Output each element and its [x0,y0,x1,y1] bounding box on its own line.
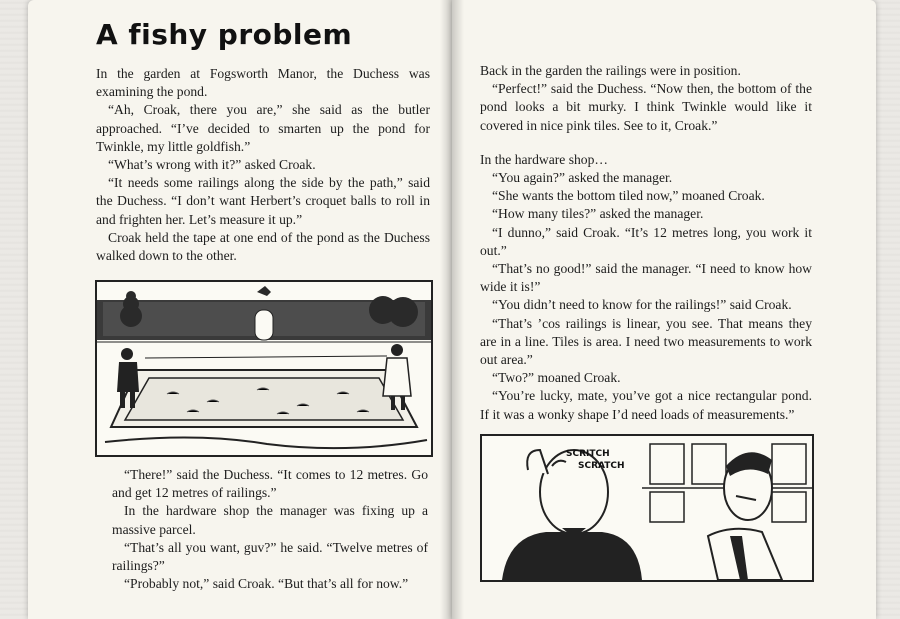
paragraph: “Perfect!” said the Duchess. “Now then, the bottom of the pond looks a bit murky. I think Twinkle would like it covered in nice pink tiles. See to it, Croak.” [480,81,812,133]
paragraph: “Ah, Croak, there you are,” she said as the butler approached. “I’ve decided to smarten up the pond for Twinkle, my little goldfish.” [96,102,430,154]
paragraph: “Two?” moaned Croak. [492,370,621,386]
paragraph: Back in the garden the railings were in position. [480,63,741,78]
paragraph: “You again?” asked the manager. [492,170,673,186]
right-text [480,62,812,424]
page-title: A fishy problem [96,18,353,51]
paragraph: “It needs some railings along the side by the path,” said the Duchess. “I don’t want Herbert’s croquet balls to roll in and frighten her. Let’s measure it up.” [96,175,430,227]
paragraph: In the garden at Fogsworth Manor, the Duchess was examining the pond. [96,66,430,100]
paragraph: “I dunno,” said Croak. “It’s 12 metres long, you work it out.” [480,224,812,258]
left-text-top [96,65,430,265]
left-text-bottom [112,466,428,593]
paragraph: “There!” said the Duchess. “It comes to 12 metres. Go and get 12 metres of railings.” [112,467,428,501]
paragraph: “She wants the bottom tiled now,” moaned Croak. [492,188,765,204]
paragraph: “You’re lucky, mate, you’ve got a nice rectangular pond. If it was a wonky shape I’d need loads of measurements.” [480,388,812,422]
paragraph: “How many tiles?” asked the manager. [492,206,704,222]
paragraph: In the hardware shop… [480,151,608,167]
paragraph: “That’s no good!” said the manager. “I need to know how wide it is!” [480,261,812,295]
paragraph: “That’s all you want, guv?” he said. “Twelve metres of railings?” [112,539,428,574]
paragraph: “You didn’t need to know for the railings!” said Croak. [492,297,792,313]
garden-pond-illustration [95,280,433,457]
paragraph: Croak held the tape at one end of the pond as the Duchess walked down to the other. [96,229,430,264]
sfx-scratch: SCRATCH [578,461,625,471]
paragraph: “What’s wrong with it?” asked Croak. [108,157,316,173]
hardware-shop-illustration [480,434,814,582]
paragraph: In the hardware shop the manager was fixing up a massive parcel. [112,503,428,537]
paragraph: “Probably not,” said Croak. “But that’s all for now.” [124,576,409,592]
paragraph: “That’s ’cos railings is linear, you see. That means they are in a line. Tiles is area. I need two measurements to work out area.” [480,315,812,368]
book-gutter [440,0,464,619]
sfx-scritch: SCRITCH [566,449,610,459]
